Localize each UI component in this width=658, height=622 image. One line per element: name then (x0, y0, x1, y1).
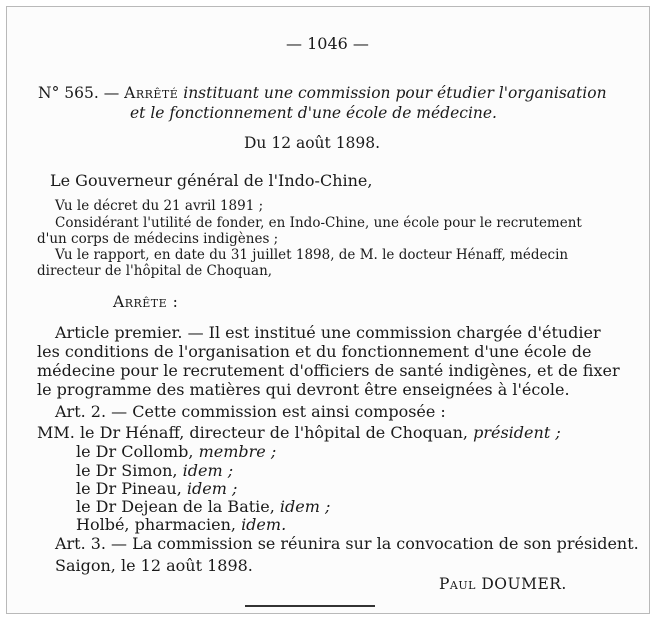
article1-line3: médecine pour le recrutement d'officiers de santé indigènes, et de fixer (37, 361, 620, 380)
member-3 (76, 463, 233, 479)
authority-line: Le Gouverneur général de l'Indo-Chine, (50, 171, 373, 190)
member-6-role: idem. (241, 515, 287, 534)
decree-title-line1: instituant une commission pour étudier l'organisation (183, 84, 607, 102)
member-3-name: le Dr Simon, (76, 461, 178, 480)
decree-label: Arrêté (124, 84, 179, 102)
article2-intro: Art. 2. — Cette commission est ainsi composée : (55, 402, 446, 421)
article1-line4: le programme des matières qui devront être enseignées à l'école. (37, 380, 570, 399)
member-2-role: membre ; (198, 442, 277, 461)
member-2 (76, 444, 276, 460)
article1-line2: les conditions de l'organisation et du fonctionnement d'une école de (37, 342, 592, 361)
member-1-name: MM. le Dr Hénaff, directeur de l'hôpital de Choquan, (37, 423, 469, 442)
consideration-5: directeur de l'hôpital de Choquan, (37, 263, 273, 279)
member-3-role: idem ; (182, 461, 234, 480)
member-1 (37, 425, 561, 441)
heading-dash: — (103, 84, 120, 102)
page-number: — 1046 — (286, 34, 369, 53)
consideration-1: Vu le décret du 21 avril 1891 ; (55, 198, 264, 214)
member-4-name: le Dr Pineau, (76, 479, 182, 498)
consideration-4: Vu le rapport, en date du 31 juillet 1898, de M. le docteur Hénaff, médecin (55, 247, 569, 263)
consideration-2: Considérant l'utilité de fonder, en Indo-Chine, une école pour le recrutement (55, 215, 582, 231)
closing-rule (245, 605, 375, 607)
decree-number: N° 565. (38, 84, 99, 102)
decree-title-line2: et le fonctionnement d'une école de médecine. (130, 104, 497, 122)
member-4-role: idem ; (186, 479, 238, 498)
place-date: Saigon, le 12 août 1898. (55, 556, 253, 575)
arrete-label: Arrête : (113, 293, 179, 311)
decree-date: Du 12 août 1898. (244, 134, 381, 152)
member-2-name: le Dr Collomb, (76, 442, 194, 461)
consideration-3: d'un corps de médecins indigènes ; (37, 231, 279, 247)
member-5 (76, 499, 330, 515)
member-5-name: le Dr Dejean de la Batie, (76, 497, 275, 516)
article3: Art. 3. — La commission se réunira sur la convocation de son président. (55, 534, 639, 553)
article1-line1: Article premier. — Il est institué une commission chargée d'étudier (55, 323, 601, 342)
member-6-name: Holbé, pharmacien, (76, 515, 236, 534)
document-page (6, 6, 650, 614)
member-4 (76, 481, 237, 497)
signature: Paul DOUMER. (439, 575, 567, 593)
member-6 (76, 517, 286, 533)
decree-heading (38, 86, 607, 102)
member-5-role: idem ; (279, 497, 331, 516)
member-1-role: président ; (473, 423, 561, 442)
